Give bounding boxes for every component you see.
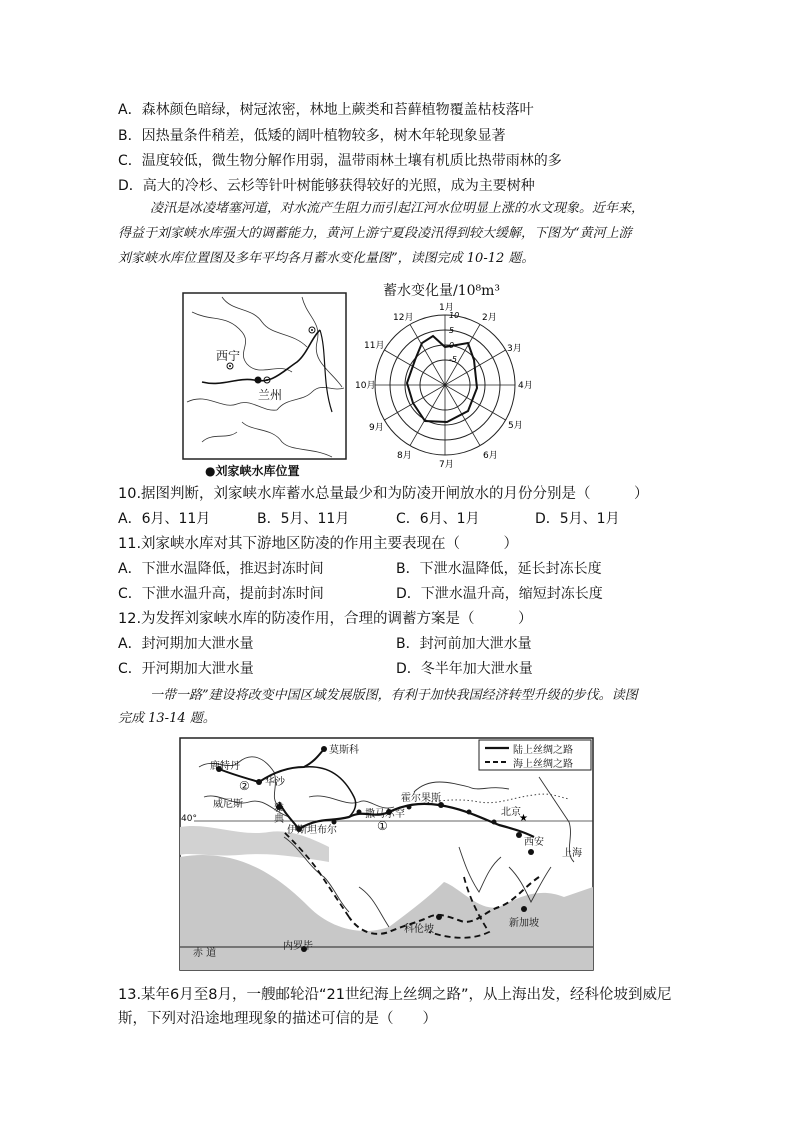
label-lanzhou: 兰州 <box>258 388 283 402</box>
passage2-line1: 一带一路”建设将改变中国区域发展版图，有利于加快我国经济转型升级的步伐。读图 <box>150 688 638 703</box>
legend-sea-road: 海上丝绸之路 <box>513 759 573 770</box>
equator-label: 赤 道 <box>193 948 217 959</box>
svg-text:1月: 1月 <box>439 303 454 313</box>
city-venice: 威尼斯 <box>213 799 243 810</box>
q10-stem: 10.据图判断，刘家峡水库蓄水总量最少和为防凌开闸放水的月份分别是（ ） <box>118 486 649 502</box>
storage-change-radar <box>355 280 535 470</box>
passage1-line1: 凌汛是冰凌堵塞河道，对水流产生阻力而引起江河水位明显上涨的水文现象。近年来， <box>150 201 645 216</box>
q10-option-a: A．6月、11月 <box>118 511 211 527</box>
svg-text:4月: 4月 <box>518 381 533 391</box>
svg-text:★: ★ <box>519 813 528 824</box>
passage1-line3: 刘家峡水库位置图及多年平均各月蓄水变化量图”，读图完成 10-12 题。 <box>118 251 535 266</box>
svg-text:7月: 7月 <box>439 460 454 470</box>
city-moscow: 莫斯科 <box>329 745 359 756</box>
passage2-line2: 完成 13-14 题。 <box>118 711 216 726</box>
q12-option-c: C．开河期加大泄水量 <box>118 661 254 677</box>
svg-text:6月: 6月 <box>483 451 498 461</box>
city-samarkand: 撒马尔罕 <box>365 809 405 820</box>
q12-option-b: B．封河前加大泄水量 <box>396 636 532 652</box>
reservoir-location-map <box>182 292 347 462</box>
svg-text:11月: 11月 <box>364 341 385 351</box>
svg-text:0: 0 <box>449 341 455 350</box>
city-nairobi: 内罗毕 <box>283 941 313 952</box>
marker-1: ① <box>377 819 388 833</box>
city-xian: 西安 <box>524 837 544 848</box>
svg-text:8月: 8月 <box>397 451 412 461</box>
svg-text:9月: 9月 <box>369 423 384 433</box>
city-colombo: 科伦坡 <box>404 924 434 935</box>
option-prev-a: A．森林颜色暗绿，树冠浓密，林地上蕨类和苔藓植物覆盖枯枝落叶 <box>118 102 534 118</box>
city-warsaw: 华沙 <box>265 777 285 788</box>
svg-text:2月: 2月 <box>482 313 497 323</box>
q11-option-a: A．下泄水温降低，推迟封冻时间 <box>118 561 324 577</box>
svg-text:-5: -5 <box>449 355 457 364</box>
svg-text:3月: 3月 <box>507 344 522 354</box>
option-prev-c: C．温度较低，微生物分解作用弱，温带雨林土壤有机质比热带雨林的多 <box>118 153 562 169</box>
lat-40-label: 40° <box>181 814 197 824</box>
q13-line2: 斯，下列对沿途地理现象的描述可信的是（ ） <box>118 1011 437 1027</box>
option-prev-b: B．因热量条件稍差，低矮的阔叶植物较多，树木年轮现象显著 <box>118 128 506 144</box>
q10-option-d: D．5月、1月 <box>535 511 620 527</box>
q11-option-c: C．下泄水温升高，提前封冻时间 <box>118 586 324 602</box>
belt-road-map <box>179 737 594 972</box>
city-singapore: 新加坡 <box>509 918 539 929</box>
q10-option-c: C．6月、1月 <box>396 511 480 527</box>
radar-title: 蓄水变化量/10⁸m³ <box>383 283 501 299</box>
svg-text:5月: 5月 <box>508 421 523 431</box>
city-khorgos: 霍尔果斯 <box>401 793 441 804</box>
q11-stem: 11.刘家峡水库对其下游地区防凌的作用主要表现在（ ） <box>118 536 519 552</box>
svg-text:10: 10 <box>449 311 460 320</box>
q11-option-d: D．下泄水温升高，缩短封冻长度 <box>396 586 603 602</box>
marker-2: ② <box>239 779 250 793</box>
svg-text:5: 5 <box>449 326 455 335</box>
q11-option-b: B．下泄水温降低，延长封冻长度 <box>396 561 602 577</box>
q13-line1: 13.某年6月至8月，一艘邮轮沿“21世纪海上丝绸之路”，从上海出发，经科伦坡到威尼 <box>118 987 672 1003</box>
passage1-line2: 得益于刘家峡水库强大的调蓄能力，黄河上游宁夏段凌汛得到较大缓解，下图为“黄河上游 <box>118 226 632 241</box>
q12-option-a: A．封河期加大泄水量 <box>118 636 254 652</box>
q10-option-b: B．5月、11月 <box>257 511 350 527</box>
q12-stem: 12.为发挥刘家峡水库的防凌作用，合理的调蓄方案是（ ） <box>118 611 533 627</box>
q12-option-d: D．冬半年加大泄水量 <box>396 661 533 677</box>
option-prev-d: D．高大的冷杉、云杉等针叶树能够获得较好的光照，成为主要树种 <box>118 178 535 194</box>
city-beijing: 北京 <box>501 807 521 818</box>
legend-land-road: 陆上丝绸之路 <box>513 745 573 756</box>
city-istanbul: 伊斯坦布尔 <box>287 825 337 836</box>
map1-caption: ●刘家峡水库位置 <box>205 464 300 478</box>
city-athens: 雅典 <box>274 803 284 825</box>
svg-text:10月: 10月 <box>355 381 376 391</box>
city-rotterdam: 鹿特丹 <box>210 761 240 772</box>
label-xining: 西宁 <box>216 349 241 363</box>
city-shanghai: 上海 <box>562 848 582 859</box>
svg-text:12月: 12月 <box>393 313 414 323</box>
